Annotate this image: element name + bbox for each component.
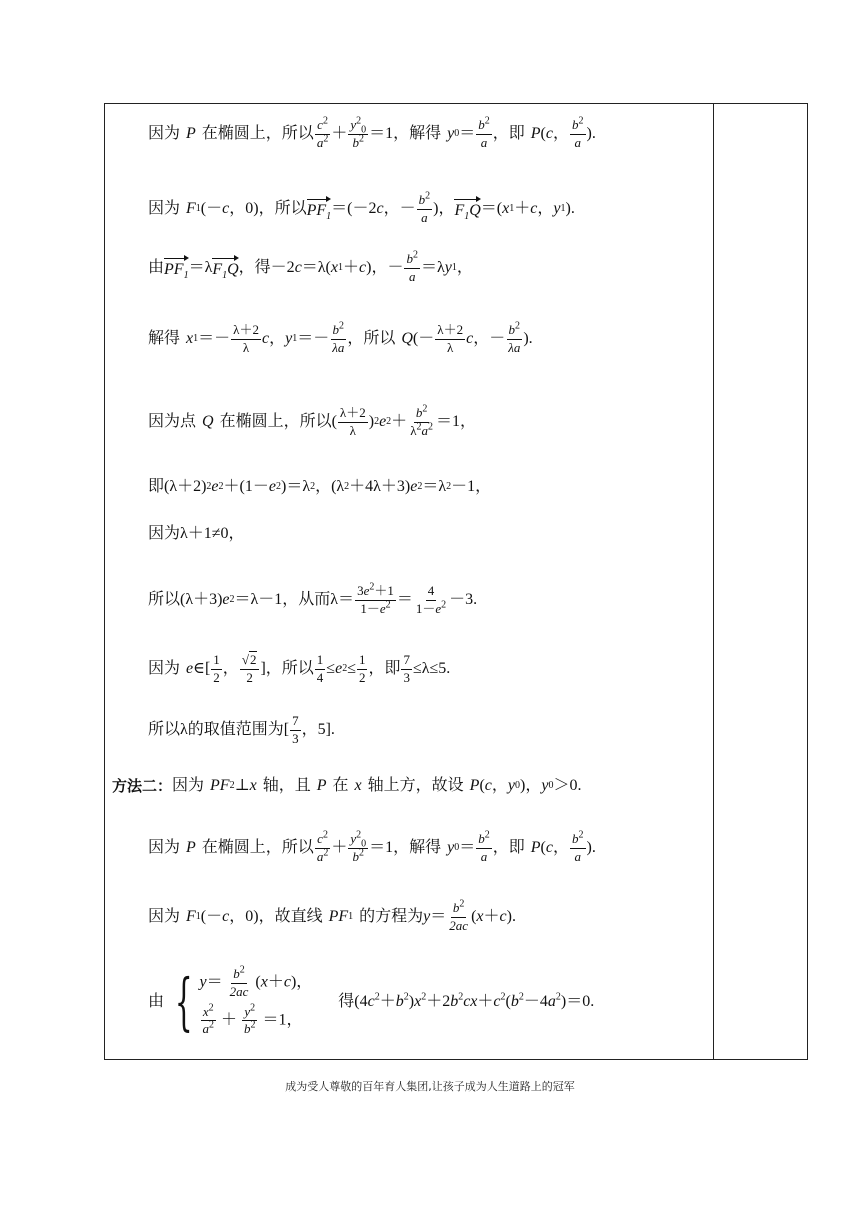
vector-F1Q: $F_1Q$ (212, 258, 238, 278)
system-equation-1: y＝ $\frac{b^2}{2ac}$ (x＋c)， (199, 965, 313, 999)
fraction-b2-a: $\frac{b^2}{a}$ (478, 829, 490, 864)
fraction-b2-lambda-a: $\frac{b^2}{\lambda a}$ (508, 320, 521, 355)
system-equation-2: $\frac{x^2}{a^2}$ ＋ $\frac{y^2}{b^2}$ ＝1， (202, 1002, 303, 1037)
table-column-divider (713, 103, 714, 1060)
equation-system (164, 967, 312, 1036)
line-12: 因为 P 在椭圆上，所以 $\frac{c^2}{a^2}$ ＋ $\frac{y^2_0}{b^2}$ ＝1，解得 y 0 ＝ $\frac{b^2}{a}$ ，即 P ( c ， $\frac{b^2}{a}$ ). (148, 829, 596, 864)
fraction-7-3: $\frac{7}{3}$ (292, 713, 299, 746)
text: 因为 (148, 125, 181, 142)
fraction-4-over: $\frac{4}{1-e^2}$ (415, 583, 447, 616)
fraction-1-4: $\frac{1}{4}$ (316, 652, 324, 685)
vector-PF1: $PF_1$ (164, 258, 189, 278)
fraction-1-2: $\frac{1}{2}$ (358, 652, 366, 685)
fraction-b2-lambda-a: $\frac{b^2}{\lambda a}$ (332, 320, 345, 355)
page-footer: 成为受人尊敬的百年育人集团,让孩子成为人生道路上的冠军 (285, 1080, 575, 1093)
line-4: 解得 x 1 ＝－ $\frac{\lambda+2}{\lambda}$ c ， y 1 ＝－ $\frac{b^2}{\lambda a}$ ，所以 Q (－ $\frac{\lambda+2}{\lambda}$ c ，－ $\frac{b^2}{\lambda a}$ ). (148, 320, 533, 355)
line-14-system: 由 { y＝ $\frac{b^2}{2ac}$ (x＋c)， $\frac{x^2}{a^2}$ ＋ $\frac{y^2}{b^2}$ ＝1， 得$(4c^2+b^2)x^2+2b^2cx+c^2(b^2-4a^2)=0$. (148, 965, 595, 1038)
fraction-b2-a: $\frac{b^2}{a}$ (478, 115, 490, 150)
line-3: 由 $PF_1$ ＝λ $F_1Q$ ，得－2 c ＝λ( x 1 ＋ c )，－ $\frac{b^2}{a}$ ＝λ y 1 ， (148, 249, 473, 284)
fraction-b2-a: $\frac{b^2}{a}$ (572, 829, 584, 864)
text: 在椭圆上，所以 (201, 125, 314, 142)
fraction-b2-a: $\frac{b^2}{a}$ (406, 249, 418, 284)
line-2: 因为 F 1 (－ c ，0)，所以 $PF_1$ ＝(－2 c ，－ $\frac{b^2}{a}$ )， $F_1Q$ ＝( x 1 ＋ c ， y 1 ). (148, 190, 575, 225)
fraction-3e2p1: $\frac{3e^2+1}{1-e^2}$ (357, 581, 394, 616)
line-6: 即(λ＋2) 2 e 2 ＋(1－ e 2 )＝λ 2 ，(λ 2 ＋4λ＋3) e 2 ＝λ 2 －1， (148, 478, 492, 495)
fraction-1-2: $\frac{1}{2}$ (213, 652, 220, 685)
fraction-lambda: $\frac{\lambda+2}{\lambda}$ (437, 322, 464, 355)
line-7: 因为λ＋1≠0， (148, 525, 245, 542)
vector-F1Q: $F_1Q$ (454, 199, 480, 219)
line-1: 因为 P 在椭圆上，所以 $\frac{c^2}{a^2}$ ＋ $\frac{y^2_0}{b^2}$ ＝1，解得 y 0 ＝ $\frac{b^2}{a}$ ，即 P ( c ， $\frac{b^2}{a}$ ). (148, 115, 596, 150)
system-result: 得$(4c^2+b^2)x^2+2b^2cx+c^2(b^2-4a^2)=0$. (338, 991, 595, 1010)
fraction-sqrt2-2: $\frac{√2}{2}$ (240, 653, 260, 685)
fraction-lambda: $\frac{\lambda+2}{\lambda}$ (339, 405, 366, 438)
vector-PF1: $PF_1$ (307, 199, 332, 219)
line-9: 因为 e ∈[ $\frac{1}{2}$ ， $\frac{√2}{2}$ ]，所以 $\frac{1}{4}$ ≤ e 2 ≤ $\frac{1}{2}$ ，即 $\frac{7}{3}$ ≤λ≤5. (148, 652, 451, 685)
fraction-b2-lambda2-a2: $\frac{b^2}{\lambda^2a^2}$ (410, 403, 433, 438)
fraction-lambda: $\frac{\lambda+2}{\lambda}$ (233, 322, 259, 355)
fraction-c2-a2: $\frac{c^2}{a^2}$ (316, 829, 329, 864)
text: ＝ (459, 125, 476, 142)
var-P: P (186, 125, 196, 142)
fraction-b2-a: $\frac{b^2}{a}$ (418, 190, 431, 225)
line-10: 所以λ的取值范围为[ $\frac{7}{3}$ ，5]. (148, 713, 335, 746)
fraction-y0-b2: $\frac{y^2_0}{b^2}$ (350, 829, 367, 864)
fraction-7-3: $\frac{7}{3}$ (403, 652, 410, 685)
fraction-c2-a2: $\frac{c^2}{a^2}$ (316, 115, 329, 150)
fraction-b2-a: $\frac{b^2}{a}$ (572, 115, 584, 150)
text: ，即 (492, 125, 525, 142)
fraction-y0-b2: $\frac{y^2_0}{b^2}$ (350, 115, 367, 150)
text: ＝1，解得 (369, 125, 442, 142)
fraction-b2-2ac: $\frac{b^2}{2ac}$ (449, 898, 469, 933)
left-brace-icon: { (174, 965, 193, 1038)
line-8: 所以(λ＋3) e 2 ＝λ－1，从而λ＝ $\frac{3e^2+1}{1-e^2}$ ＝ $\frac{4}{1-e^2}$ －3. (148, 581, 478, 616)
line-11-method-two: 方法二： 因为 PF 2 ⊥ x 轴，且 P 在 x 轴上方，故设 P ( c ， y 0 )， y 0 ＞0. (112, 776, 582, 795)
method-two-heading: 方法二： (112, 776, 173, 795)
line-5: 因为点 Q 在椭圆上，所以( $\frac{\lambda+2}{\lambda}$ ) 2 e 2 ＋ $\frac{b^2}{\lambda^2a^2}$ ＝1， (148, 403, 477, 438)
line-13: 因为 F 1 (－ c ，0)，故直线 PF 1 的方程为 y ＝ $\frac{b^2}{2ac}$ ( x ＋ c ). (148, 898, 516, 933)
